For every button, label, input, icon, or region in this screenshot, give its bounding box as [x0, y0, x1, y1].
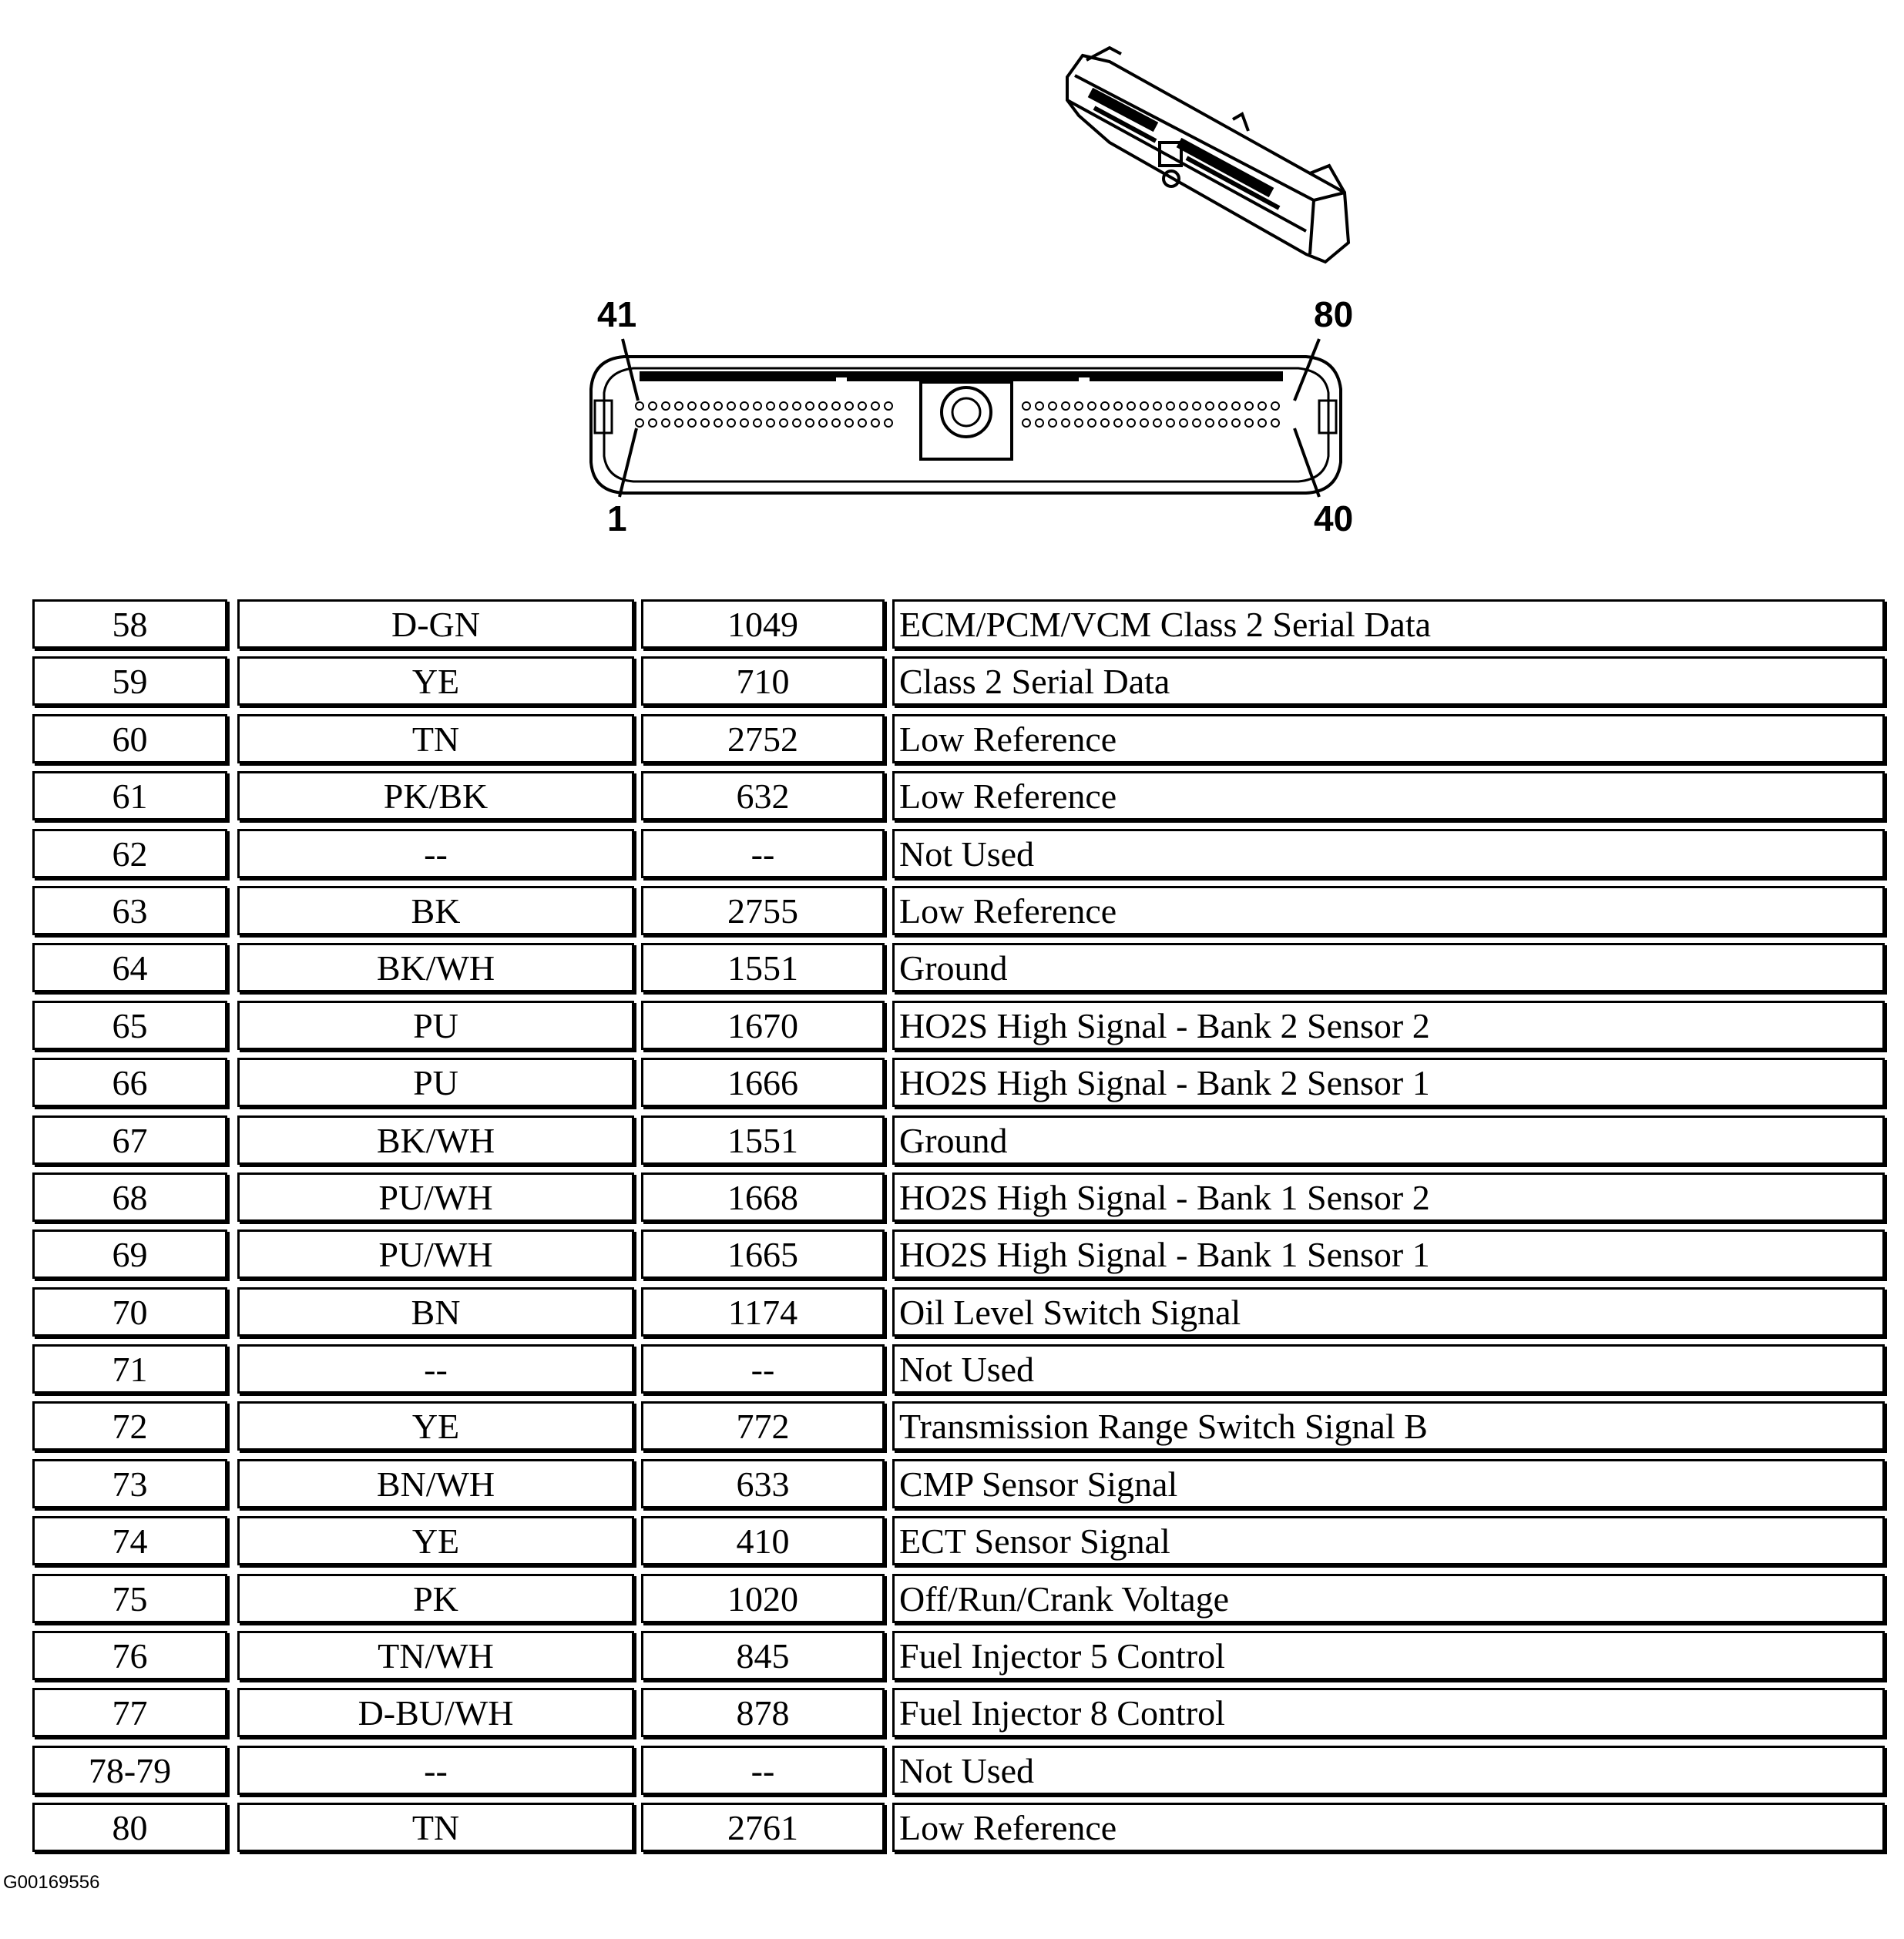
wire-color-cell: -- [237, 829, 634, 878]
function-cell: ECT Sensor Signal [892, 1516, 1885, 1565]
table-row [31, 1631, 1888, 1688]
wire-color-cell: PK [237, 1574, 634, 1623]
pin-leader-lines [620, 339, 1319, 497]
pinout-table [31, 599, 1888, 1860]
wire-color-cell: -- [237, 1746, 634, 1795]
pin-cell: 80 [32, 1803, 227, 1852]
pin-cell: 69 [32, 1229, 227, 1279]
wire-color-cell: PU [237, 1001, 634, 1050]
function-cell: Off/Run/Crank Voltage [892, 1574, 1885, 1623]
table-row [31, 656, 1888, 713]
circuit-number-cell: 632 [641, 771, 885, 820]
table-row [31, 771, 1888, 828]
table-row [31, 1401, 1888, 1458]
function-cell: Ground [892, 1115, 1885, 1165]
circuit-number-cell: 1174 [641, 1287, 885, 1337]
function-cell: Transmission Range Switch Signal B [892, 1401, 1885, 1451]
circuit-number-cell: 1665 [641, 1229, 885, 1279]
connector-drawing [0, 0, 1904, 585]
wire-color-cell: TN/WH [237, 1631, 634, 1680]
pin-cell: 76 [32, 1631, 227, 1680]
table-row [31, 1459, 1888, 1516]
pin-cell: 66 [32, 1058, 227, 1107]
table-row [31, 1287, 1888, 1344]
function-cell: HO2S High Signal - Bank 1 Sensor 1 [892, 1229, 1885, 1279]
table-row [31, 1172, 1888, 1229]
wire-color-cell: -- [237, 1344, 634, 1394]
wire-color-cell: D-BU/WH [237, 1688, 634, 1737]
circuit-number-cell: -- [641, 1344, 885, 1394]
wire-color-cell: PK/BK [237, 771, 634, 820]
circuit-number-cell: 772 [641, 1401, 885, 1451]
table-row [31, 886, 1888, 943]
function-cell: Low Reference [892, 886, 1885, 935]
pin-cell: 62 [32, 829, 227, 878]
pin-cell: 78-79 [32, 1746, 227, 1795]
pin-cell: 60 [32, 714, 227, 763]
connector-isometric-icon [1067, 48, 1348, 262]
pin-cell: 72 [32, 1401, 227, 1451]
table-row [31, 1516, 1888, 1573]
function-cell: HO2S High Signal - Bank 2 Sensor 1 [892, 1058, 1885, 1107]
pin-label-80: 80 [1314, 294, 1354, 334]
circuit-number-cell: -- [641, 829, 885, 878]
pin-cell: 75 [32, 1574, 227, 1623]
pin-cell: 74 [32, 1516, 227, 1565]
table-row [31, 714, 1888, 771]
function-cell: Low Reference [892, 1803, 1885, 1852]
circuit-number-cell: 1049 [641, 599, 885, 649]
function-cell: Low Reference [892, 771, 1885, 820]
pin-cell: 67 [32, 1115, 227, 1165]
pin-cell: 68 [32, 1172, 227, 1222]
wire-color-cell: TN [237, 1803, 634, 1852]
wire-color-cell: PU [237, 1058, 634, 1107]
circuit-number-cell: 710 [641, 656, 885, 706]
function-cell: Class 2 Serial Data [892, 656, 1885, 706]
pin-label-40: 40 [1314, 498, 1354, 538]
circuit-number-cell: 2752 [641, 714, 885, 763]
circuit-number-cell: 1670 [641, 1001, 885, 1050]
table-row [31, 1344, 1888, 1401]
function-cell: Fuel Injector 5 Control [892, 1631, 1885, 1680]
table-row [31, 1229, 1888, 1287]
table-row [31, 829, 1888, 886]
circuit-number-cell: 1551 [641, 1115, 885, 1165]
pin-cell: 73 [32, 1459, 227, 1508]
table-row [31, 1001, 1888, 1058]
table-row [31, 1115, 1888, 1172]
pin-cell: 64 [32, 943, 227, 992]
circuit-number-cell: 2761 [641, 1803, 885, 1852]
pin-cell: 65 [32, 1001, 227, 1050]
function-cell: ECM/PCM/VCM Class 2 Serial Data [892, 599, 1885, 649]
pin-row-top [636, 402, 1279, 410]
circuit-number-cell: 1666 [641, 1058, 885, 1107]
wire-color-cell: BN [237, 1287, 634, 1337]
circuit-number-cell: -- [641, 1746, 885, 1795]
wire-color-cell: TN [237, 714, 634, 763]
wire-color-cell: YE [237, 656, 634, 706]
circuit-number-cell: 633 [641, 1459, 885, 1508]
function-cell: HO2S High Signal - Bank 2 Sensor 2 [892, 1001, 1885, 1050]
function-cell: Fuel Injector 8 Control [892, 1688, 1885, 1737]
table-row [31, 1746, 1888, 1803]
pin-label-1: 1 [607, 498, 627, 538]
circuit-number-cell: 1020 [641, 1574, 885, 1623]
figure-id: G00169556 [3, 1872, 100, 1893]
connector-face-view [591, 339, 1341, 497]
circuit-number-cell: 2755 [641, 886, 885, 935]
table-row [31, 1058, 1888, 1115]
wire-color-cell: BK/WH [237, 1115, 634, 1165]
wire-color-cell: D-GN [237, 599, 634, 649]
table-row [31, 943, 1888, 1000]
pin-cell: 61 [32, 771, 227, 820]
table-row [31, 1574, 1888, 1631]
function-cell: Not Used [892, 829, 1885, 878]
wire-color-cell: BK [237, 886, 634, 935]
wire-color-cell: YE [237, 1401, 634, 1451]
pin-cell: 70 [32, 1287, 227, 1337]
function-cell: CMP Sensor Signal [892, 1459, 1885, 1508]
pin-cell: 77 [32, 1688, 227, 1737]
wire-color-cell: YE [237, 1516, 634, 1565]
pin-cell: 58 [32, 599, 227, 649]
connector-illustration [0, 0, 1904, 585]
function-cell: Not Used [892, 1746, 1885, 1795]
table-row [31, 1803, 1888, 1860]
circuit-number-cell: 1668 [641, 1172, 885, 1222]
wire-color-cell: BK/WH [237, 943, 634, 992]
function-cell: Not Used [892, 1344, 1885, 1394]
pin-cell: 71 [32, 1344, 227, 1394]
function-cell: HO2S High Signal - Bank 1 Sensor 2 [892, 1172, 1885, 1222]
circuit-number-cell: 1551 [641, 943, 885, 992]
function-cell: Low Reference [892, 714, 1885, 763]
function-cell: Ground [892, 943, 1885, 992]
function-cell: Oil Level Switch Signal [892, 1287, 1885, 1337]
wire-color-cell: BN/WH [237, 1459, 634, 1508]
wire-color-cell: PU/WH [237, 1229, 634, 1279]
wire-color-cell: PU/WH [237, 1172, 634, 1222]
pin-label-41: 41 [597, 294, 637, 334]
circuit-number-cell: 845 [641, 1631, 885, 1680]
table-row [31, 599, 1888, 656]
circuit-number-cell: 410 [641, 1516, 885, 1565]
table-row [31, 1688, 1888, 1745]
pin-cell: 63 [32, 886, 227, 935]
circuit-number-cell: 878 [641, 1688, 885, 1737]
pin-cell: 59 [32, 656, 227, 706]
